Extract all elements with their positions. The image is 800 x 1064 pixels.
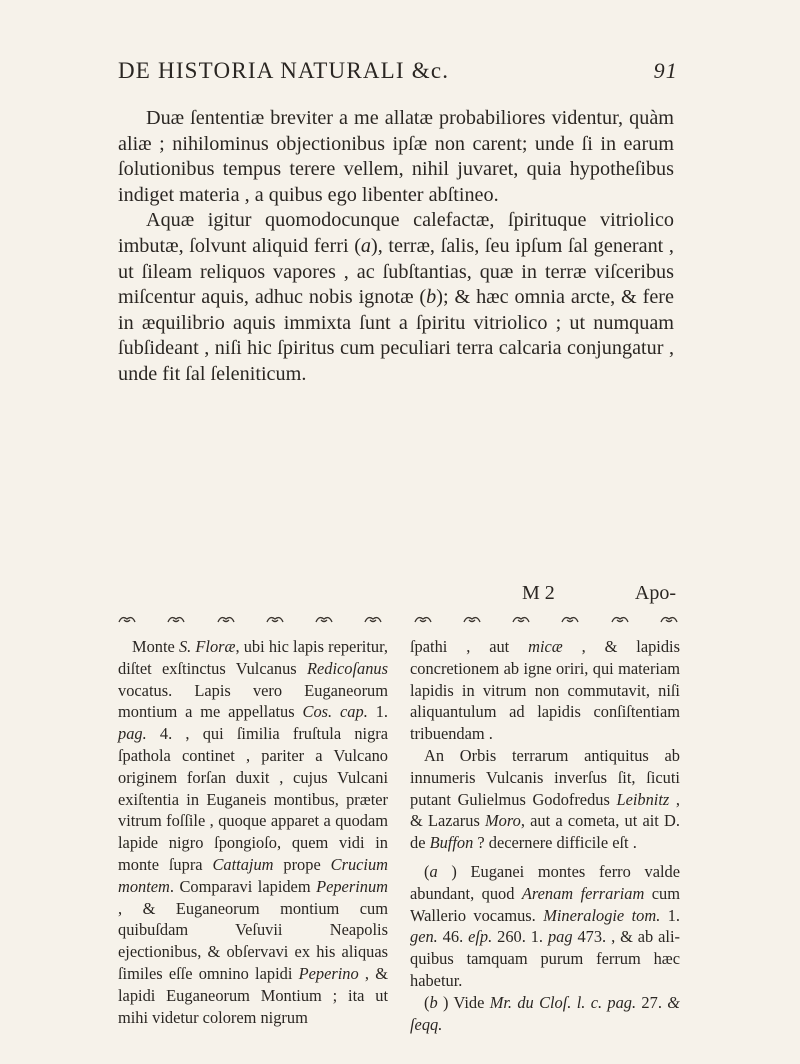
ornament-glyph-icon [118, 614, 136, 624]
main-paragraph-2: Aquæ igitur quomodocunque calefactæ, ſpirituque vitriolico imbutæ, ſolvunt aliquid ferri (a), terræ, ſalis, ſeu ipſum ſal generant , ut ſileam reliquos vapores , ac ſubſtantias, quæ in terræ viſceribus miſcentur aquis, adhuc nobis ignotæ (b); & hæc omnia arcte, & fere in æquilibrio aquis immixta ſunt a ſpiritu vitriolico ; ut numquam ſubſideant , niſi hic ſpiritus cum peculiari terra calcaria conjungatur , unde fit ſal ſeleniticum. [118, 209, 674, 385]
footnote-continuation: Monte S. Floræ, ubi hic lapis reperitur, diſtet exſtinctus Vulcanus Redicoſanus vocatus. Lapis vero Euganeorum montium a me appellatus Cos. cap. 1. pag. 4. , qui ſimilia fruſtula nigra ſpathola continet , pariter a Vulcano originem forſan duxit , cujus Vulcani exiſtentia in Euganeis montibus, præter vitrum foſſile , quoque apparet a quodam lapide nigro ſpongioſo, quem vidi in monte ſupra Cattajum prope Crucium montem. Comparavi lapidem Peperinum , & Euganeorum montium cum quibuſdam Veſuvii Neapolis ejectionibus, & obſervavi ex his aliquas ſimiles eſſe omnino lapidi Peperino , & lapidi Euganeorum Montium ; ita ut mihi videtur colorem nigrum [118, 637, 389, 1027]
ornament-rule [118, 614, 678, 628]
ornament-glyph-icon [315, 614, 333, 624]
ornament-glyph-icon [512, 614, 530, 624]
footnote-column-right [410, 636, 680, 1035]
note-ref-a: a [360, 234, 372, 257]
footnote-b-mark: b [429, 992, 438, 1012]
footnote-continuation-right: ſpathi , aut micæ , & lapidis concretionem ab igne oriri, qui materiam lapidis in vitrum non commutavit, niſi aliquantulum ad lapidis conſiſtentiam tribuendam . [410, 637, 680, 744]
ornament-glyph-icon [561, 614, 579, 624]
catchword: Apo- [634, 582, 676, 604]
ornament-glyph-icon [217, 614, 235, 624]
page-footer [118, 582, 676, 610]
ornament-glyph-icon [414, 614, 432, 624]
main-text [118, 106, 674, 388]
footnote-a-mark: a [429, 861, 438, 881]
signature-mark: M 2 [522, 582, 555, 604]
ornament-glyph-icon [463, 614, 481, 624]
ornament-glyph-icon [660, 614, 678, 624]
ornament-glyph-icon [266, 614, 284, 624]
footnote-b: (b ) Vide Mr. du Cloſ. l. c. pag. 27. & ſeqq. [410, 992, 680, 1034]
ornament-glyph-icon [167, 614, 185, 624]
ornament-glyph-icon [611, 614, 629, 624]
footnote-a: (a ) Euganei montes ferro valde abundant, quod Arenam ferrariam cum Wallerio vocamus. Mineralogie tom. 1. gen. 46. eſp. 260. 1. pag 473. , & ab aliquibus tamquam purum ferrum hæc habetur. [410, 861, 680, 990]
note-ref-b: b [426, 286, 437, 309]
main-paragraph-1: Duæ ſententiæ breviter a me allatæ probabiliores videntur, quàm aliæ ; nihilominus objectionibus ipſæ non carent; unde ſi in earum ſolutionibus tempus terere vellem, nihil juvaret, quia hypotheſibus indiget materia , a quibus ego libenter abſtineo. [118, 107, 674, 206]
page-number: 91 [653, 58, 678, 83]
footnote-column-left [118, 636, 388, 1028]
ornament-glyph-icon [364, 614, 382, 624]
running-title: DE HISTORIA NATURALI &c. [118, 58, 450, 83]
footnote-paragraph: An Orbis terrarum antiquitus ab innumeris Vulcanis inverſus ſit, ſicuti putant Gulielmus Godofredus Leibnitz , & Lazarus Moro, aut a cometa, ut ait D. de Buffon ? decernere difficile eſt . [410, 745, 680, 853]
